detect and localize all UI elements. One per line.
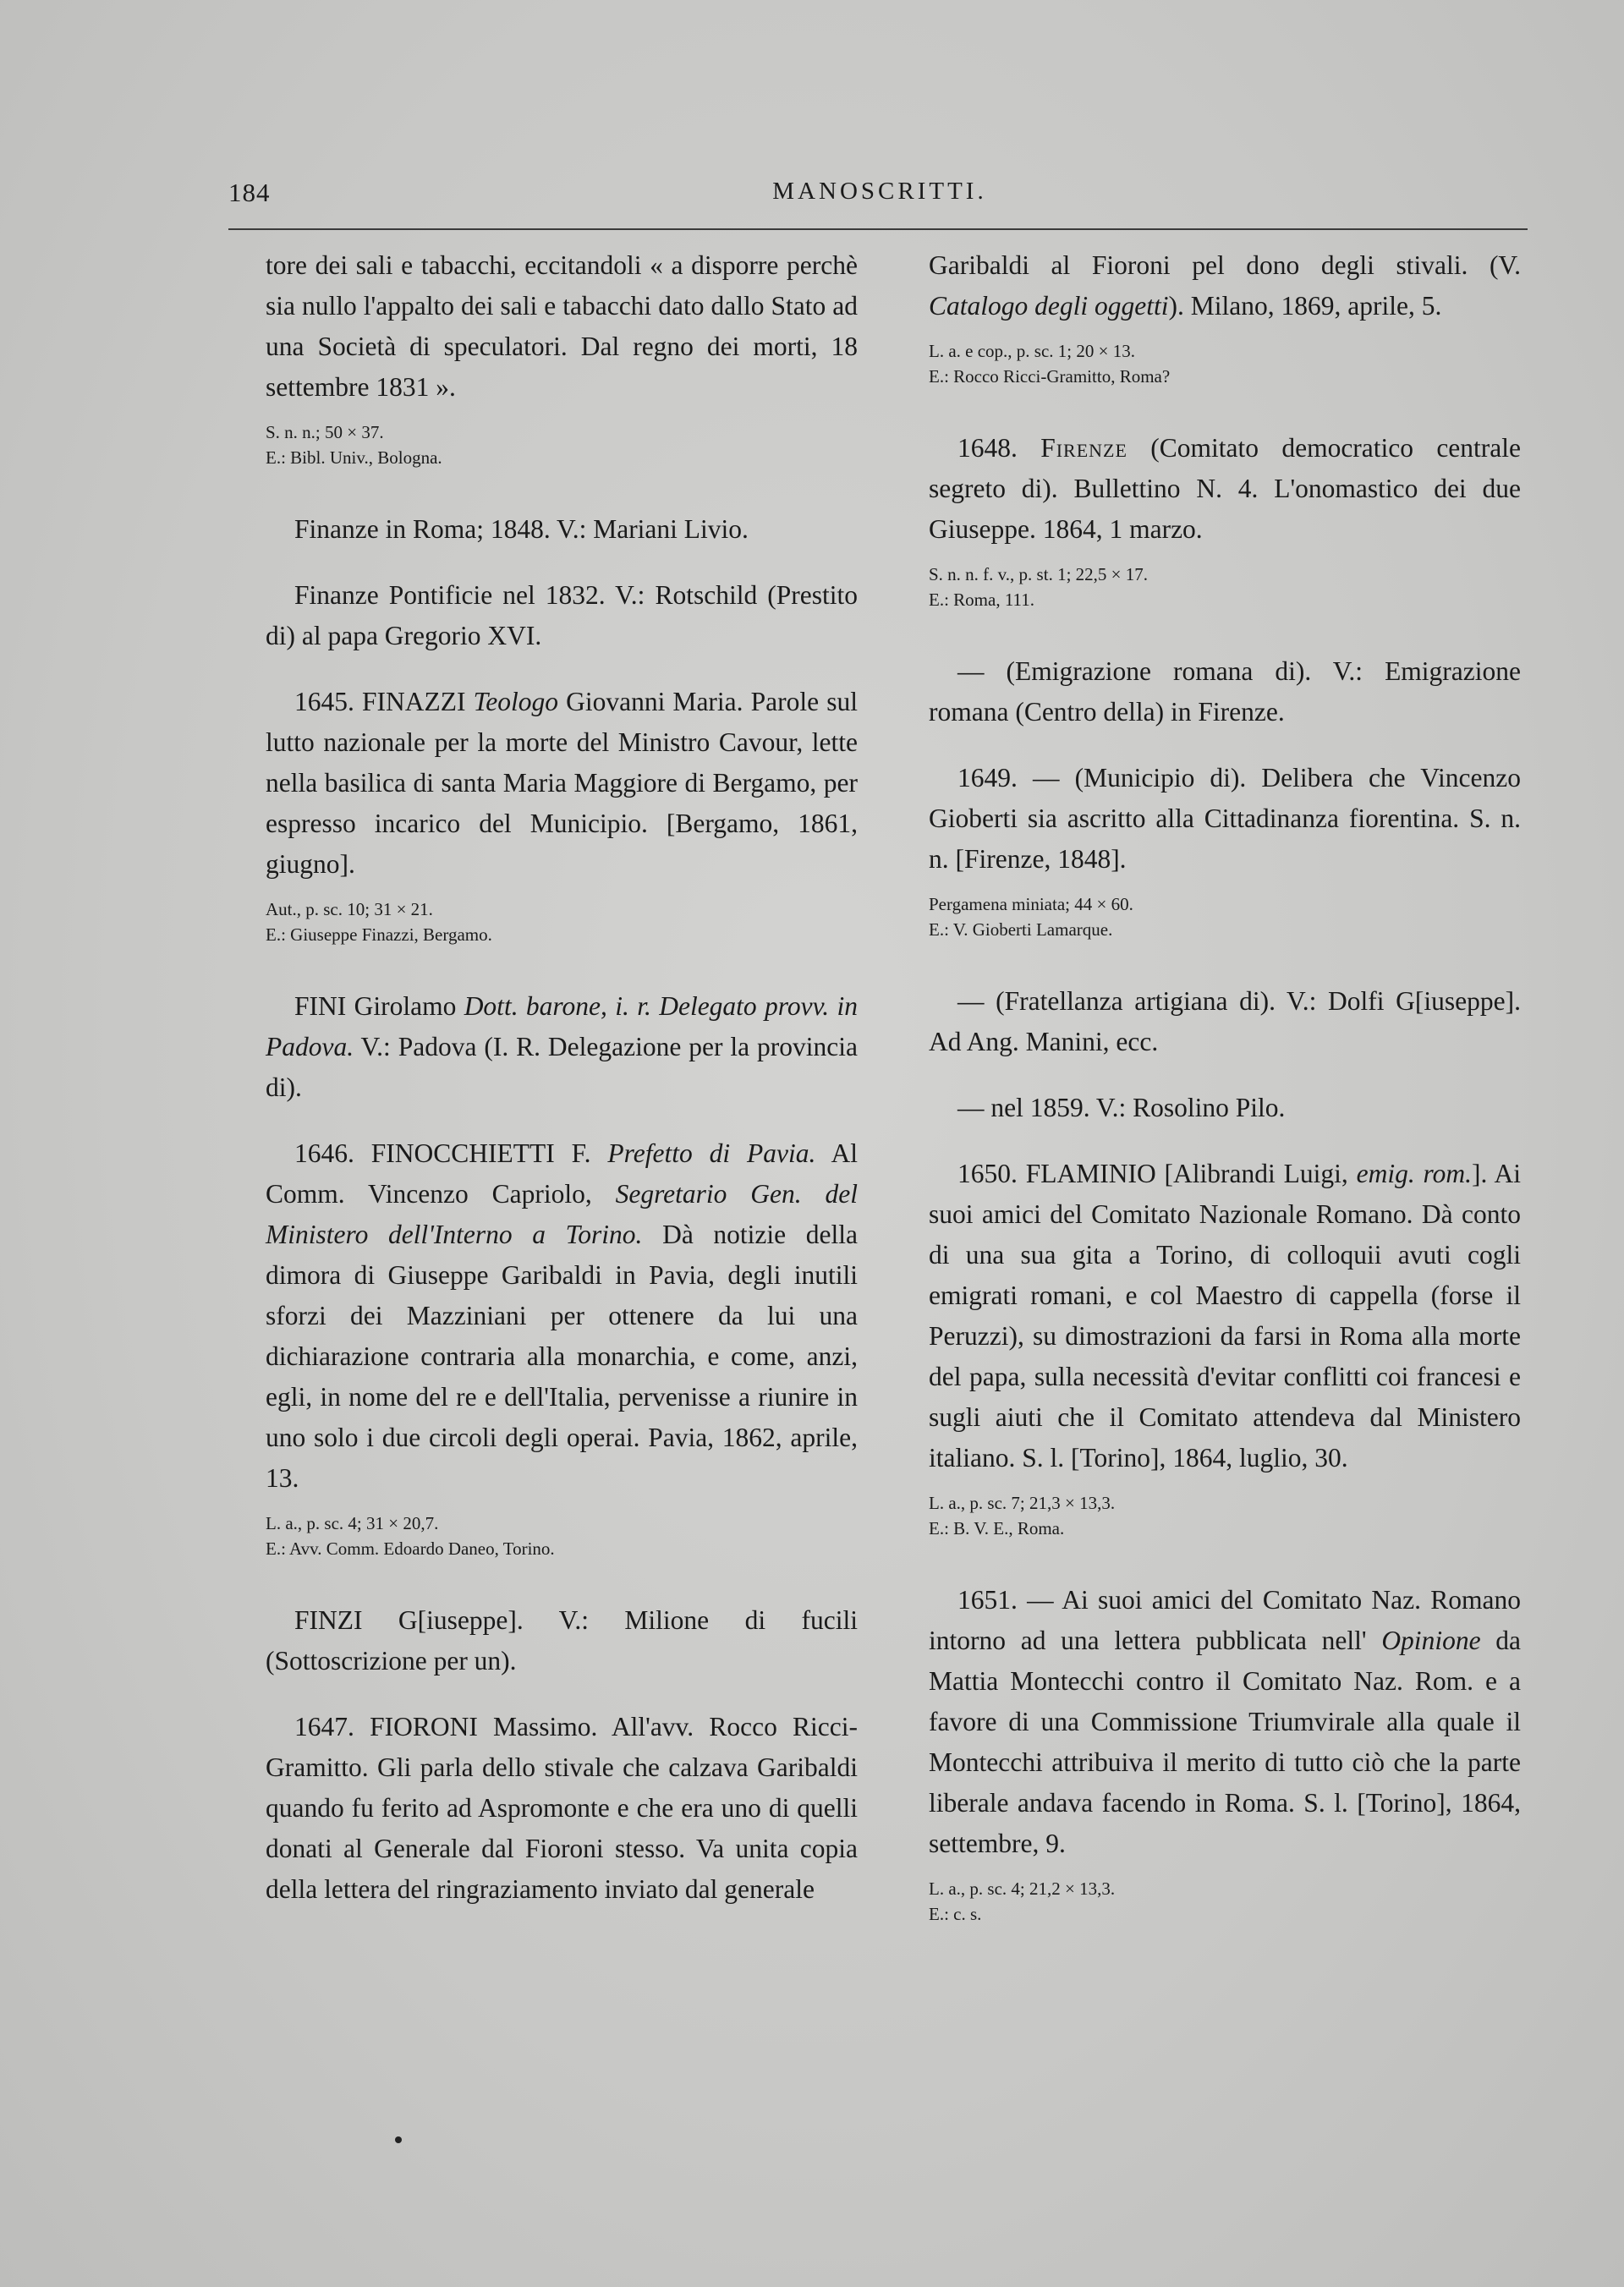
catalog-note (266, 1511, 858, 1561)
note-line: E.: Giuseppe Finazzi, Bergamo. (266, 924, 492, 945)
entry-1650: 1650. FLAMINIO [Alibrandi Luigi, emig. rom.]. Ai suoi amici del Comitato Nazionale Romano. Dà conto di una sua gita a Torino, di colloquii avuti cogli emigrati romani, e col Maestro di cappella (forse il Peruzzi), su dimostrazioni da farsi in Roma alla morte del papa, sulla necessità d'evitar conflitti coi francesi e sugli aiuti che il Comitato attendeva dal Ministero italiano. S. l. [Torino], 1864, luglio, 30. (929, 1159, 1521, 1473)
catalog-note (929, 338, 1521, 389)
cross-reference: FINZI G[iuseppe]. V.: Milione di fucili (Sottoscrizione per un). (266, 1605, 858, 1675)
note-line: E.: c. s. (929, 1904, 982, 1924)
entry-1648: 1648. Firenze (Comitato democratico centrale segreto di). Bullettino N. 4. L'onomastico dei due Giuseppe. 1864, 1 marzo. (929, 433, 1521, 544)
paragraph-continued: tore dei sali e tabacchi, eccitandoli « a disporre perchè sia nullo l'appalto dei sali e tabacchi dato dallo Stato ad una Società di speculatori. Dal regno dei morti, 18 settembre 1831 ». (266, 250, 858, 402)
note-line: L. a., p. sc. 4; 21,2 × 13,3. (929, 1878, 1116, 1899)
entry-1647: 1647. FIORONI Massimo. All'avv. Rocco Ricci-Gramitto. Gli parla dello stivale che calzava Garibaldi quando fu ferito ad Aspromonte e che era uno di quelli donati al Generale dal Fioroni stesso. Va unita copia della lettera del ringraziamento inviato dal generale (266, 1712, 858, 1904)
running-title: MANOSCRITTI. (772, 178, 987, 205)
entry-1651: 1651. — Ai suoi amici del Comitato Naz. Romano intorno ad una lettera pubblicata nell' Opinione da Mattia Montecchi contro il Comitato Naz. Rom. e a favore di una Commissione Triumvirale alla quale il Montecchi attribuiva il merito di tutto ciò che la parte liberale andava facendo in Roma. S. l. [Torino], 1864, settembre, 9. (929, 1585, 1521, 1858)
note-line: E.: Roma, 111. (929, 590, 1035, 610)
catalog-note (929, 891, 1521, 942)
note-line: E.: Bibl. Univ., Bologna. (266, 447, 442, 468)
note-line: Pergamena miniata; 44 × 60. (929, 894, 1133, 914)
catalog-note (929, 1490, 1521, 1541)
note-line: E.: Rocco Ricci-Gramitto, Roma? (929, 366, 1171, 387)
left-column (266, 245, 858, 1910)
paragraph-continued: Garibaldi al Fioroni pel dono degli stivali. (V. Catalogo degli oggetti). Milano, 1869, aprile, 5. (929, 250, 1521, 321)
note-line: S. n. n.; 50 × 37. (266, 422, 384, 442)
catalog-note (266, 420, 858, 470)
catalog-note (266, 897, 858, 947)
note-line: S. n. n. f. v., p. st. 1; 22,5 × 17. (929, 564, 1148, 584)
note-line: L. a. e cop., p. sc. 1; 20 × 13. (929, 341, 1135, 361)
ink-speck (395, 2136, 402, 2143)
cross-reference: Finanze in Roma; 1848. V.: Mariani Livio. (294, 514, 749, 544)
note-line: E.: Avv. Comm. Edoardo Daneo, Torino. (266, 1538, 555, 1559)
catalog-note (929, 562, 1521, 612)
cross-reference: — (Emigrazione romana di). V.: Emigrazione romana (Centro della) in Firenze. (929, 656, 1521, 727)
entry-1649: 1649. — (Municipio di). Delibera che Vincenzo Gioberti sia ascritto alla Cittadinanza fiorentina. S. n. n. [Firenze, 1848]. (929, 763, 1521, 874)
cross-reference: — nel 1859. V.: Rosolino Pilo. (957, 1093, 1286, 1122)
catalog-note (929, 1876, 1521, 1927)
page-header (228, 169, 1531, 220)
entry-1646: 1646. FINOCCHIETTI F. Prefetto di Pavia. Al Comm. Vincenzo Capriolo, Segretario Gen. del Ministero dell'Interno a Torino. Dà notizie della dimora di Giuseppe Garibaldi in Pavia, degli inutili sforzi dei Mazziniani per ottenere da lui una dichiarazione contraria alla monarchia, e come, anzi, egli, in nome del re e dell'Italia, pervenisse a riunire in uno solo i due circoli degli operai. Pavia, 1862, aprile, 13. (266, 1138, 859, 1493)
note-line: E.: B. V. E., Roma. (929, 1518, 1065, 1538)
header-rule (228, 228, 1528, 230)
note-line: E.: V. Gioberti Lamarque. (929, 919, 1113, 940)
note-line: L. a., p. sc. 4; 31 × 20,7. (266, 1513, 439, 1533)
note-line: Aut., p. sc. 10; 31 × 21. (266, 899, 433, 919)
page-number: 184 (228, 178, 271, 207)
right-column (929, 245, 1521, 1927)
cross-reference: Finanze Pontificie nel 1832. V.: Rotschild (Prestito di) al papa Gregorio XVI. (266, 580, 858, 650)
entry-1645: 1645. FINAZZI Teologo Giovanni Maria. Parole sul lutto nazionale per la morte del Ministro Cavour, lette nella basilica di santa Maria Maggiore di Bergamo, per espresso incarico del Municipio. [Bergamo, 1861, giugno]. (266, 687, 858, 879)
cross-reference: — (Fratellanza artigiana di). V.: Dolfi G[iuseppe]. Ad Ang. Manini, ecc. (929, 986, 1521, 1056)
cross-reference: FINI Girolamo Dott. barone, i. r. Delegato provv. in Padova. V.: Padova (I. R. Delegazione per la provincia di). (266, 991, 858, 1102)
note-line: L. a., p. sc. 7; 21,3 × 13,3. (929, 1493, 1116, 1513)
